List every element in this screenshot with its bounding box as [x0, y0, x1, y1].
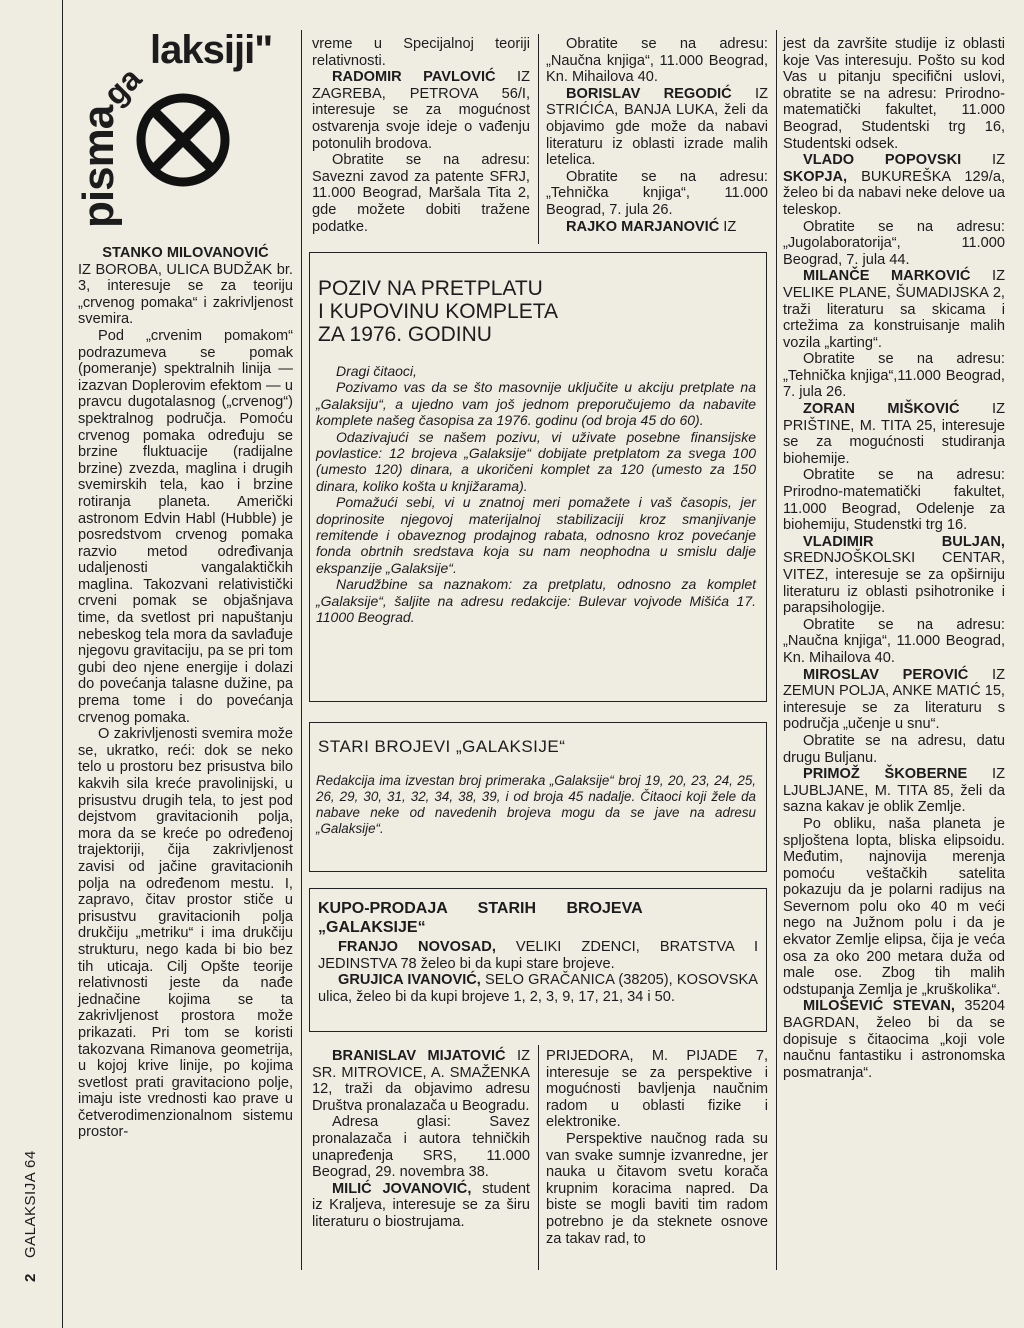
reader-query: IZ BOROBA, ULICA BUDŽAK br. 3, interesuje se za teoriju „crvenog pomaka“ i zakrivljenost svemira.: [78, 261, 293, 328]
column-rule-4: [538, 1045, 539, 1270]
continued-text: PRIJEDORA, M. PIJADE 7, interesuje se za perspektive i mogućnosti bavljenja naučnim radom u oblasti fizike i elektronike.: [546, 1048, 768, 1131]
old-issues-text: Redakcija ima izvestan broj primeraka „Galaksije“ broj 19, 20, 23, 24, 25, 26, 29, 30, 31, 32, 34, 38, 39, i od broja 45 nadalje. Čitaoci koji žele da nabave neke od navedenih brojeva mogu da se jave na adresu „Galaksije“.: [316, 773, 756, 836]
subscription-body: [316, 363, 756, 626]
reader-connector: IZ: [961, 152, 1005, 169]
answer-paragraph: Obratite se na adresu: „Naučna knjiga“, 11.000 Beograd, Kn. Mihailova 40.: [783, 616, 1005, 666]
reader-entry: [783, 667, 1005, 733]
answer-paragraph: Obratite se na adresu: Savezni zavod za patente SFRJ, 11.000 Beograd, Maršala Tita 2, gde možete dobiti tražene podatke.: [312, 152, 530, 235]
reader-name: MIROSLAV PEROVIĆ: [803, 666, 969, 683]
reader-name: BORISLAV REGODIĆ: [566, 85, 732, 102]
continued-text: vreme u Specijalnoj teoriji relativnosti.: [312, 36, 530, 69]
reader-entry: [312, 1181, 530, 1231]
reader-query: IZ: [719, 218, 737, 235]
answer-paragraph: Obratite se na adresu: „Jugolaboratorija“, 11.000 Beograd, 7. jula 44.: [783, 218, 1005, 268]
page-number: 2: [22, 1273, 39, 1282]
column-rule-2: [538, 34, 539, 244]
reader-entry: [312, 1048, 530, 1114]
old-issues-title: STARI BROJEVI „GALAKSIJE“: [318, 737, 566, 756]
title-line: I KUPOVINU KOMPLETA: [318, 300, 558, 323]
column-2-top: [312, 36, 530, 235]
answer-paragraph: O zakrivljenosti svemira može se, ukratko, reći: dok se neko telo u prostoru bez prisustva bilo kakvih sila kreće pravolinijski, u prisustvu drugih tela, to jest pod dejstvom gravitacionih polja, mora da se kreće po određenoj trajektoriji, čija zakrivljenost zavisi od jačine gravitacionih polja na određenom mestu. I, zapravo, čitav prostor stiče u prisustvu gravitacionih polja drukčiju „metriku“ i ima drukčiju strukturu, nego kada bi bio bez tih uticaja. Cilj Opšte teorije relativnosti jeste da nađe jednačine kojima se ta zakrivljenost prostora može prikazati. Pri tom se koristi takozvana Rimanova geometrija, u kojoj krive linije, po kojima svetlost prati gravitaciono polje, imaju iste vrednosti kao prave u četverodimenzionalnom sistemu prostor-: [78, 726, 293, 1141]
body-paragraph: Odazivajući se našem pozivu, vi uživate posebne finansijske povlastice: 12 brojeva „Galaksije“ dobijate pretplatom za svega 100 (umesto 120) dinara, a ukoričeni komplet za 120 (umesto za 150 dinara, koliko košta u knjižarama).: [316, 428, 756, 494]
reader-entry: [546, 219, 768, 236]
reader-entry: [318, 939, 758, 972]
reader-name: RADOMIR PAVLOVIĆ: [332, 69, 496, 86]
reader-entry: [783, 534, 1005, 617]
answer-paragraph: Obratite se na adresu: „Tehnička knjiga“, 11.000 Beograd, 7. jula 26.: [546, 168, 768, 218]
body-paragraph: Narudžbine sa naznakom: za pretplatu, odnosno za komplet „Galaksije“, šaljite na adresu redakcije: Bulevar vojvode Mišića 17. 11000 Beograd.: [316, 576, 756, 626]
reader-name: RAJKO MARJANOVIĆ: [566, 218, 720, 235]
reader-query: student iz Kraljeva, interesuje se za širu literaturu o biostrujama.: [312, 1180, 530, 1230]
column-3-top: [546, 36, 768, 235]
column-rule-3: [776, 30, 777, 1270]
page-margin-info: [20, 1050, 60, 1290]
buy-sell-body: [318, 939, 758, 1005]
logo-ga-text: ga: [96, 60, 149, 113]
reader-query: IZ SR. MITROVICE, A. SMAŽENKA 12, traži da objavimo adresu Društva pronalazača u Beogradu.: [312, 1048, 530, 1114]
answer-paragraph: Adresa glasi: Savez pronalazača i autora tehničkih unapređenja SRS, 11.000 Beograd, 29. novembra 38.: [312, 1114, 530, 1181]
answer-paragraph: Obratite se na adresu: Prirodno-matematički fakultet, 11.000 Beograd, Odelenje za biohemiju, Studenstki trg 16.: [783, 467, 1005, 534]
reader-name: PRIMOŽ ŠKOBERNE: [803, 766, 968, 783]
body-paragraph: Pomažući sebi, vi u znatnoj meri pomažete i vaš časopis, jer doprinosite njegovoj materijalnoj stabilizaciji kroz smanjivanje remitende i obaveznog prodajnog rabata, odnosno kroz povećanje fonda obrtnih sredstava koja su nam neophodna u smislu dalje ekspanzije „Galaksije“.: [316, 494, 756, 576]
issue-label: GALAKSIJA 64: [22, 1150, 39, 1258]
reader-name: VLADIMIR BULJAN,: [803, 533, 1005, 550]
reader-name: MILANČE MARKOVIĆ: [803, 268, 971, 285]
logo-side-text: pisma: [74, 105, 123, 228]
reader-city: SKOPJA,: [783, 168, 848, 185]
title-line: KUPO-PRODAJA STARIH BROJEVA: [318, 900, 643, 917]
answer-paragraph: Perspektive naučnog rada su van svake sumnje izvanredne, jer nauka u čitavom svetu korača krupnim koracima napred. Da biste se mogli baviti tim radom potrebno je da steknete osnove za takav rad, to: [546, 1130, 768, 1247]
reader-query: SREDNJOŠKOLSKI CENTAR, VITEZ, interesuje se za opširniju literaturu iz oblasti psihotronike i parapsihologije.: [783, 550, 1005, 617]
column-1: [78, 245, 293, 1141]
answer-paragraph: Obratite se na adresu, datu drugu Buljanu.: [783, 732, 1005, 766]
reader-name: VLADO POPOVSKI: [803, 152, 962, 169]
column-3-bottom: [546, 1048, 768, 1247]
reader-query: IZ PRIŠTINE, M. TITA 25, interesuje se za mogućnosti studiranja biohemije.: [783, 401, 1005, 467]
reader-entry: [783, 401, 1005, 467]
reader-entry: [783, 766, 1005, 816]
reader-entry: [783, 998, 1005, 1081]
column-logo: [74, 28, 290, 238]
reader-query: SELO GRAČANICA (38205), KOSOVSKA ulica, želeo bi da kupi brojeve 1, 2, 3, 9, 17, 21, 34 i 50.: [318, 972, 758, 1005]
reader-query: VELIKI ZDENCI, BRATSTVA I JEDINSTVA 78 želeo bi da kupi stare brojeve.: [318, 939, 758, 972]
answer-paragraph: Pod „crvenim pomakom“ podrazumeva se pomak (pomeranje) spektralnih linija — izazvan Doplerovim efektom — u pravcu dugotalasnog („crvenog“) spektralnog područja. Pomoću crvenog pomaka određuju se brzine fluktuacije (radijalne brzine) zvezda, maglina i drugih svemirskih tela, kao i brzine rotiranja planeta. Američki astronom Edvin Habl (Hubble) je posredstvom crvenog pomaka razvio metod određivanja udaljenosti vangalaktičkih maglina. Takozvani relativistički crveni pomak se objašnjava time, da svetlost pri napuštanju nebeskog tela mora da savlađuje njegovu gravitaciju, pa se pri tom gubi deo njene energije i dolazi do povećanja talasne dužine, pa prema tome i do povećanja crvenog pomaka.: [78, 327, 293, 726]
reader-name: ZORAN MIŠKOVIĆ: [803, 401, 960, 418]
reader-query: IZ ZEMUN POLJA, ANKE MATIĆ 15, interesuje se za literaturu s područja „učenje u snu“.: [783, 666, 1005, 733]
answer-paragraph: Po obliku, naša planeta je spljoštena lopta, bliska elipsoidu. Međutim, najnovija merenja pomoću veštačkih satelita pokazuju da je polarni radijus na Severnom polu oko 40 m veći nego na Južnom polu i da je ekvator Zemlje elipsa, čija je veća osa za oko 200 metara duža od male ose. Zbog tih malih odstupanja Zemlja je „kruškolika“.: [783, 815, 1005, 998]
column-2-bottom: [312, 1048, 530, 1231]
continued-text: jest da završite studije iz oblasti koje Vas interesuju. Pošto su kod Vas u pitanju specifični uslovi, obratite se na adresu: Prirodno-matematički fakultet, 11.000 Beograd, Studentski trg 16, Studentski odsek.: [783, 36, 1005, 152]
reader-entry: [546, 86, 768, 169]
greeting: Dragi čitaoci,: [336, 363, 417, 379]
left-margin-rule: [62, 0, 63, 1328]
reader-query: IZ STRIĆIĆA, BANJA LUKA, želi da objavimo gde može da nabavi literaturu iz oblasti izrade malih letelica.: [546, 85, 768, 169]
logo-main: laksiji: [150, 28, 255, 72]
reader-entry: [318, 972, 758, 1005]
reader-name: STANKO MILOVANOVIĆ: [102, 245, 269, 261]
reader-query: IZ LJUBLJANE, M. TITA 85, želi da sazna kakav je oblik Zemlje.: [783, 766, 1006, 816]
galaksija-x-icon: [133, 90, 233, 190]
title-line: POZIV NA PRETPLATU: [318, 277, 543, 300]
reader-name: MILOŠEVIĆ STEVAN,: [803, 998, 955, 1015]
logo-main-text: [150, 28, 272, 73]
reader-entry: [312, 69, 530, 152]
reader-name: FRANJO NOVOSAD,: [338, 939, 496, 955]
reader-name: GRUJICA IVANOVIĆ,: [338, 972, 481, 989]
buy-sell-title: [318, 899, 643, 937]
reader-query: 35204 BAGRDAN, želeo bi da se dopisuje s čitaocima „koji vole naučnu fantastiku i astronomska posmatranja“.: [783, 998, 1006, 1081]
reader-query: IZ VELIKE PLANE, ŠUMADIJSKA 2, traži literaturu sa skicama i crtežima za konstruisanje malih vozila „karting“.: [783, 268, 1005, 351]
column-4: [783, 36, 1005, 1081]
reader-name: BRANISLAV MIJATOVIĆ: [332, 1048, 506, 1064]
answer-paragraph: Obratite se na adresu: „Tehnička knjiga“,11.000 Beograd, 7. jula 26.: [783, 351, 1005, 401]
column-rule-1: [301, 30, 302, 1270]
subscription-box: [309, 252, 767, 702]
body-paragraph: Pozivamo vas da se što masovnije uključite u akciju pretplate na „Galaksiju“, a ujedno vam još jednom preporučujemo da nabavite komplete našeg časopisa za 1976. godinu (od broja 45 do 60).: [316, 379, 756, 429]
logo-quote: ": [254, 28, 273, 72]
title-line: ZA 1976. GODINU: [318, 323, 492, 346]
reader-entry: [783, 268, 1005, 351]
subscription-title: [318, 277, 558, 346]
reader-entry: [783, 152, 1005, 218]
reader-name: MILIĆ JOVANOVIĆ,: [332, 1180, 472, 1197]
buy-sell-box: [309, 888, 767, 1032]
title-line: „GALAKSIJE“: [318, 919, 426, 936]
answer-paragraph: Obratite se na adresu: „Naučna knjiga“, 11.000 Beograd, Kn. Mihailova 40.: [546, 36, 768, 86]
reader-query: BUKUREŠKA 129/a, želeo bi da nabavi neke delove ua teleskop.: [783, 168, 1005, 218]
reader-query: IZ ZAGREBA, PETROVA 56/I, interesuje se za mogućnost ostvarenja svoje ideje o vađenju potonulih brodova.: [312, 69, 530, 152]
old-issues-box: [309, 722, 767, 872]
